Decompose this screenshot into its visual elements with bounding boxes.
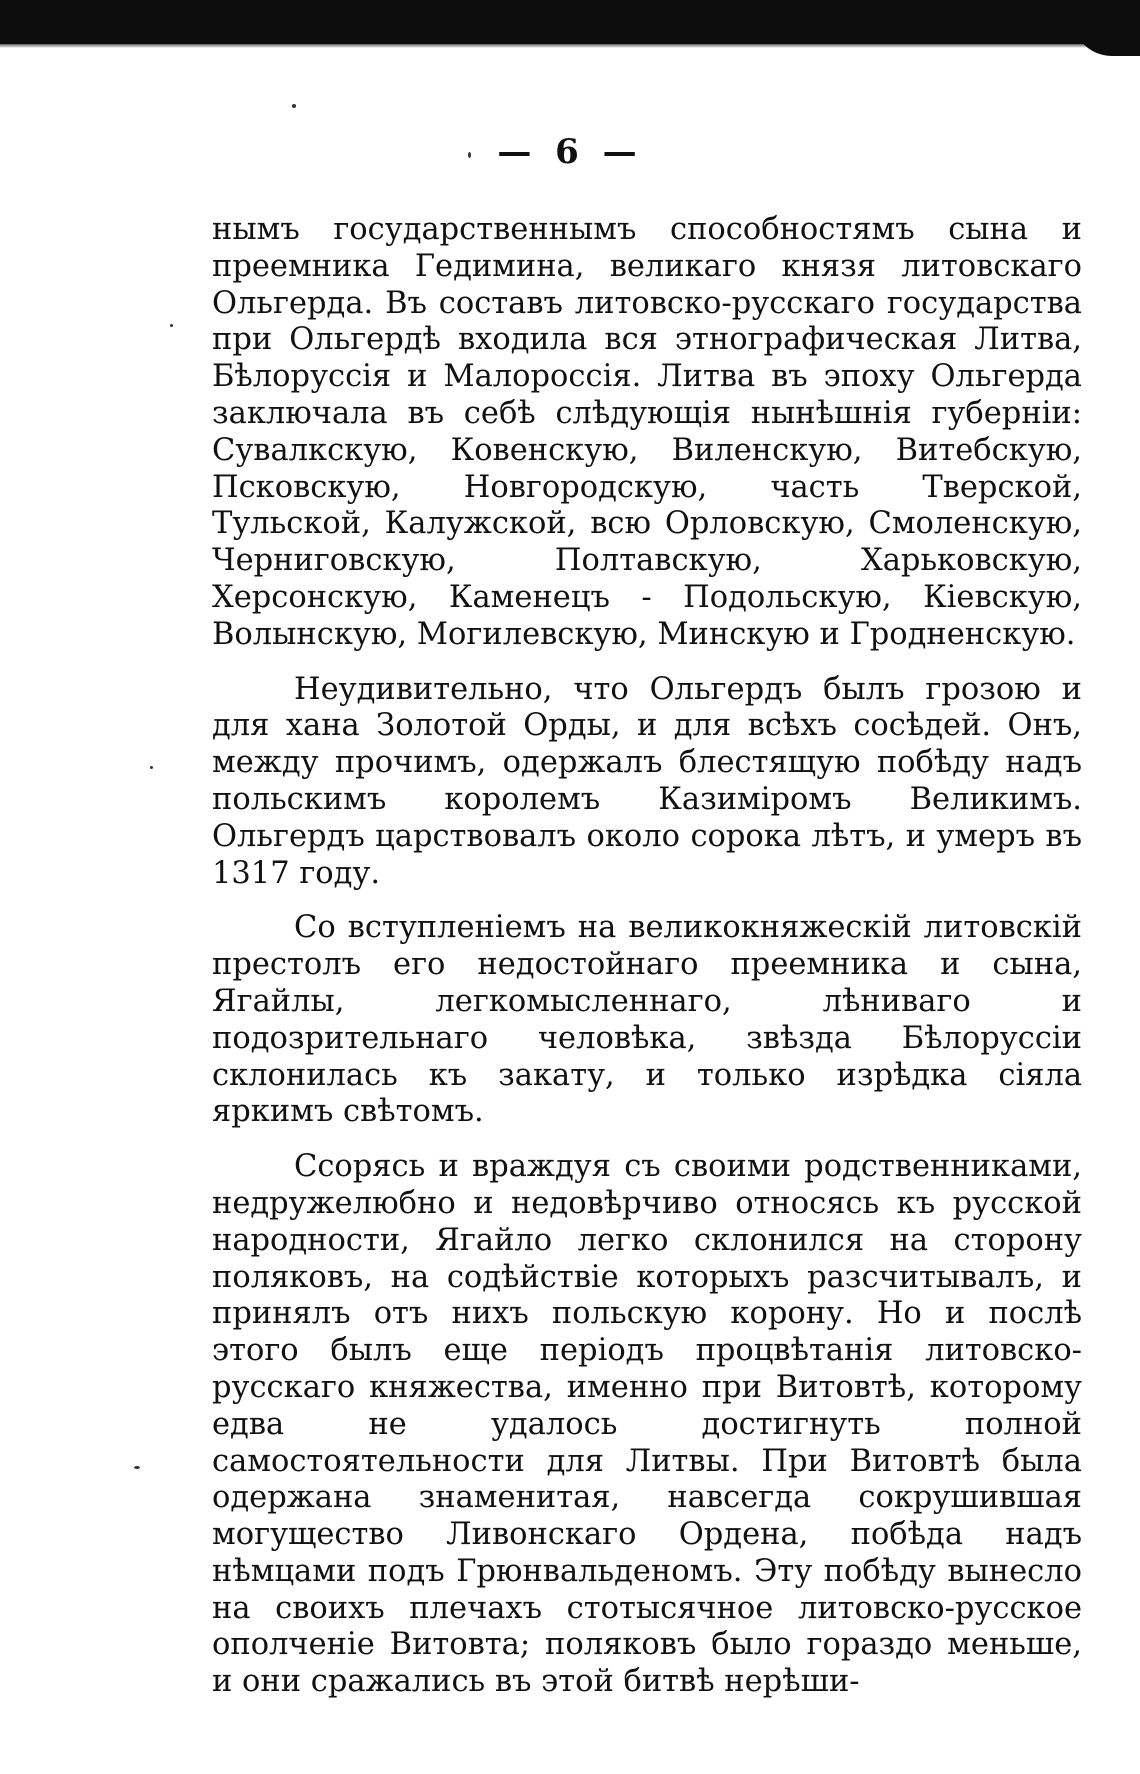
scan-speck	[134, 1466, 140, 1469]
paragraph-2: Неудивительно, что Ольгердъ былъ грозою и для хана Золотой Орды, и для всѣхъ сосѣдей. Онъ, между прочимъ, одержалъ блестящую побѣду надъ польскимъ королемъ Казиміромъ Великимъ. Ольгердъ царствовалъ около сорока лѣтъ, и умеръ въ 1317 году.	[212, 671, 1082, 891]
scan-edge-band	[0, 0, 1140, 44]
scan-speck	[292, 104, 296, 108]
body-text	[212, 212, 1082, 1701]
scan-speck	[150, 766, 153, 769]
paragraph-4: Ссорясь и враждуя съ своими родственниками, недружелюбно и недовѣрчиво относясь къ русской народности, Ягайло легко склонился на сторону поляковъ, на содѣйствіе которыхъ разсчитывалъ, и принялъ отъ нихъ польскую корону. Но и послѣ этого былъ еще періодъ процвѣтанія литовско-русскаго княжества, именно при Витовтѣ, которому едва не удалось достигнуть полной самостоятельности для Литвы. При Витовтѣ была одержана знаменитая, навсегда сокрушившая могущество Ливонскаго Ордена, побѣда надъ нѣмцами подъ Грюнвальденомъ. Эту побѣду вынесло на своихъ плечахъ стотысячное литовско-русское ополченіе Витовта; поляковъ было гораздо меньше, и они сражались въ этой битвѣ нерѣши-	[212, 1149, 1082, 1700]
paragraph-3: Со вступленіемъ на великокняжескій литовскій престолъ его недостойнаго преемника и сына, Ягайлы, легкомысленнаго, лѣниваго и подозрительнаго человѣка, звѣзда Бѣлоруссіи склонилась къ закату, и только изрѣдка сіяла яркимъ свѣтомъ.	[212, 910, 1082, 1130]
scan-speck	[170, 324, 173, 327]
paragraph-1: нымъ государственнымъ способностямъ сына и преемника Гедимина, великаго князя литовскаго Ольгерда. Въ составъ литовско-русскаго государства при Ольгердѣ входила вся этнографическая Литва, Бѣлоруссія и Малороссія. Литва въ эпоху Ольгерда заключала въ себѣ слѣдующія нынѣшнія губерніи: Сувалкскую, Ковенскую, Виленскую, Витебскую, Псковскую, Новгородскую, часть Тверской, Тульской, Калужской, всю Орловскую, Смоленскую, Черниговскую, Полтавскую, Харьковскую, Херсонскую, Каменецъ - Подольскую, Кіевскую, Волынскую, Могилевскую, Минскую и Гродненскую.	[212, 212, 1082, 652]
page-number: — 6 —	[497, 132, 643, 172]
